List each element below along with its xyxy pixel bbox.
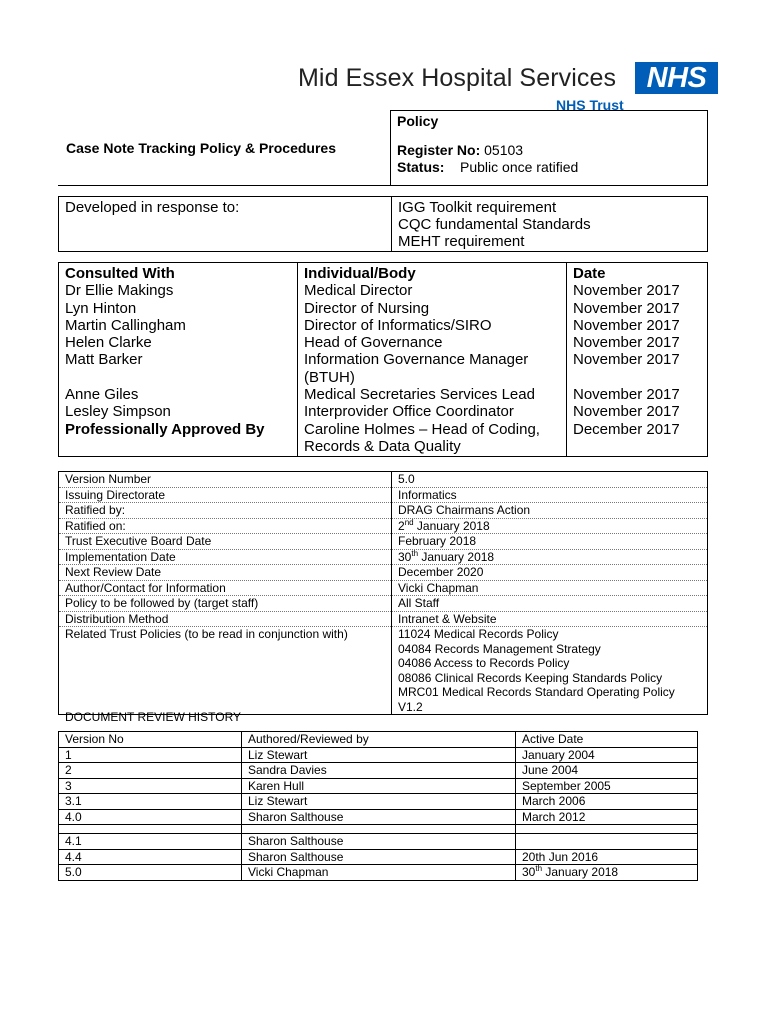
history-date: March 2006 xyxy=(516,794,698,810)
table-row xyxy=(59,472,708,488)
info-label: Ratified by: xyxy=(59,503,392,519)
info-value: Informatics xyxy=(392,487,708,503)
policy-label: Policy xyxy=(397,113,439,129)
consulted-name: Helen Clarke xyxy=(59,334,298,351)
info-label: Policy to be followed by (target staff) xyxy=(59,596,392,612)
related-policy: MRC01 Medical Records Standard Operating Policy xyxy=(398,685,675,699)
history-author: Liz Stewart xyxy=(242,794,516,810)
consulted-header-row xyxy=(59,263,708,283)
org-name: Mid Essex Hospital Services xyxy=(298,64,617,92)
info-value: Intranet & Website xyxy=(392,611,708,627)
info-label: Implementation Date xyxy=(59,549,392,565)
table-row xyxy=(59,317,708,334)
table-row xyxy=(59,763,698,779)
consulted-date: November 2017 xyxy=(567,300,708,317)
history-table xyxy=(58,731,698,881)
related-policy: V1.2 xyxy=(398,699,423,714)
consulted-date: November 2017 xyxy=(567,351,708,368)
table-row xyxy=(59,487,708,503)
history-header-row xyxy=(59,732,698,748)
table-row xyxy=(59,565,708,581)
history-date: January 2004 xyxy=(516,747,698,763)
consulted-date: December 2017 xyxy=(567,421,708,438)
consulted-name: Anne Giles xyxy=(59,386,298,403)
consulted-header: Consulted With xyxy=(59,263,298,283)
date-suffix: th xyxy=(535,864,543,873)
table-row xyxy=(59,549,708,565)
date-day: 30 xyxy=(522,865,536,879)
info-label: Trust Executive Board Date xyxy=(59,534,392,550)
info-value: Vicki Chapman xyxy=(392,580,708,596)
consulted-body: Information Governance Manager xyxy=(298,351,567,368)
table-row xyxy=(59,627,708,715)
info-label: Ratified on: xyxy=(59,518,392,534)
consulted-table xyxy=(58,262,708,457)
history-version: 4.0 xyxy=(59,809,242,825)
table-row xyxy=(59,849,698,865)
developed-item: MEHT requirement xyxy=(398,233,525,250)
history-header: Active Date xyxy=(516,732,698,748)
history-date: 20th Jun 2016 xyxy=(516,849,698,865)
related-policy: 04084 Records Management Strategy xyxy=(398,641,601,656)
info-value: DRAG Chairmans Action xyxy=(392,503,708,519)
info-label: Version Number xyxy=(59,472,392,488)
table-row xyxy=(59,403,708,420)
related-policy: 04086 Access to Records Policy xyxy=(398,656,570,670)
developed-item: IGG Toolkit requirement xyxy=(398,199,557,216)
history-author: Karen Hull xyxy=(242,778,516,794)
consulted-header: Date xyxy=(567,263,708,283)
consulted-name xyxy=(59,369,298,386)
consulted-body: Interprovider Office Coordinator xyxy=(298,403,567,420)
table-row xyxy=(59,369,708,386)
related-policies-label: Related Trust Policies (to be read in conjunction with) xyxy=(59,627,392,715)
table-row xyxy=(59,747,698,763)
related-policies-list xyxy=(392,627,708,715)
register-line xyxy=(397,142,707,159)
consulted-body: (BTUH) xyxy=(298,369,567,386)
consulted-date: November 2017 xyxy=(567,386,708,403)
consulted-date: November 2017 xyxy=(567,317,708,334)
nhs-logo: NHS xyxy=(635,62,718,94)
approved-by-label: Professionally Approved By xyxy=(59,421,298,438)
info-value: All Staff xyxy=(392,596,708,612)
history-version: 2 xyxy=(59,763,242,779)
status-label: Status: xyxy=(397,159,445,175)
date-day: 30 xyxy=(398,549,412,564)
history-version: 3 xyxy=(59,778,242,794)
consulted-date: November 2017 xyxy=(567,403,708,420)
info-value: 5.0 xyxy=(392,472,708,488)
table-row xyxy=(59,438,708,457)
status-line xyxy=(397,159,707,176)
table-row xyxy=(59,794,698,810)
history-version: 1 xyxy=(59,747,242,763)
history-version: 4.1 xyxy=(59,834,242,850)
history-version: 5.0 xyxy=(59,865,242,881)
consulted-date xyxy=(567,369,708,386)
history-author: Vicki Chapman xyxy=(242,865,516,881)
history-author: Sandra Davies xyxy=(242,763,516,779)
info-label: Next Review Date xyxy=(59,565,392,581)
history-author: Sharon Salthouse xyxy=(242,809,516,825)
consulted-name: Lesley Simpson xyxy=(59,403,298,420)
date-day: 2 xyxy=(398,518,405,533)
document-review-history-heading: DOCUMENT REVIEW HISTORY xyxy=(65,710,242,724)
date-rest: January 2018 xyxy=(413,518,490,533)
consulted-date: November 2017 xyxy=(567,282,708,299)
consulted-body: Caroline Holmes – Head of Coding, xyxy=(298,421,567,438)
consulted-name: Dr Ellie Makings xyxy=(59,282,298,299)
table-row xyxy=(59,809,698,825)
consulted-name: Lyn Hinton xyxy=(59,300,298,317)
consulted-name: Matt Barker xyxy=(59,351,298,368)
history-author: Liz Stewart xyxy=(242,747,516,763)
info-value xyxy=(392,518,708,534)
title-cell xyxy=(58,111,391,186)
status-value: Public once ratified xyxy=(460,159,579,175)
developed-item: CQC fundamental Standards xyxy=(398,216,591,233)
table-row xyxy=(59,351,708,368)
title-table xyxy=(58,110,708,186)
consulted-body: Director of Informatics/SIRO xyxy=(298,317,567,334)
table-row xyxy=(59,834,698,850)
developed-table xyxy=(58,196,708,252)
consulted-date xyxy=(567,438,708,457)
history-author: Sharon Salthouse xyxy=(242,849,516,865)
info-label: Author/Contact for Information xyxy=(59,580,392,596)
table-row xyxy=(59,386,708,403)
date-suffix: nd xyxy=(404,517,414,527)
info-value: December 2020 xyxy=(392,565,708,581)
history-version: 4.4 xyxy=(59,849,242,865)
table-row xyxy=(59,421,708,438)
history-author: Sharon Salthouse xyxy=(242,834,516,850)
developed-label: Developed in response to: xyxy=(59,197,392,252)
table-row xyxy=(59,865,698,881)
document-title: Case Note Tracking Policy & Procedures xyxy=(66,139,336,156)
trust-name: NHS Trust xyxy=(556,97,624,113)
history-date: September 2005 xyxy=(516,778,698,794)
table-row xyxy=(59,300,708,317)
history-header: Version No xyxy=(59,732,242,748)
table-row xyxy=(59,282,708,299)
history-header: Authored/Reviewed by xyxy=(242,732,516,748)
consulted-body: Director of Nursing xyxy=(298,300,567,317)
policy-cell xyxy=(391,111,708,186)
info-label: Distribution Method xyxy=(59,611,392,627)
history-date xyxy=(516,865,698,881)
consulted-header: Individual/Body xyxy=(298,263,567,283)
table-row xyxy=(59,580,708,596)
consulted-date: November 2017 xyxy=(567,334,708,351)
developed-items xyxy=(392,197,708,252)
table-row xyxy=(59,778,698,794)
date-rest: January 2018 xyxy=(542,865,619,879)
register-label: Register No: xyxy=(397,142,481,158)
info-value xyxy=(392,549,708,565)
consulted-body: Medical Secretaries Services Lead xyxy=(298,386,567,403)
table-row xyxy=(59,334,708,351)
history-date: June 2004 xyxy=(516,763,698,779)
register-value: 05103 xyxy=(484,142,524,158)
table-row xyxy=(59,534,708,550)
history-date xyxy=(516,834,698,850)
history-version: 3.1 xyxy=(59,794,242,810)
table-row xyxy=(59,611,708,627)
history-date: March 2012 xyxy=(516,809,698,825)
consulted-body: Records & Data Quality xyxy=(298,438,567,457)
info-value: February 2018 xyxy=(392,534,708,550)
table-row xyxy=(59,503,708,519)
consulted-body: Head of Governance xyxy=(298,334,567,351)
related-policy: 11024 Medical Records Policy xyxy=(398,627,559,641)
consulted-body: Medical Director xyxy=(298,282,567,299)
date-rest: January 2018 xyxy=(418,549,495,564)
table-row xyxy=(59,518,708,534)
consulted-name: Martin Callingham xyxy=(59,317,298,334)
date-suffix: th xyxy=(411,548,419,558)
table-spacer-row xyxy=(59,825,698,834)
table-row xyxy=(59,596,708,612)
consulted-name xyxy=(59,438,298,457)
info-table xyxy=(58,471,708,715)
related-policy: 08086 Clinical Records Keeping Standards Policy xyxy=(398,670,663,685)
info-label: Issuing Directorate xyxy=(59,487,392,503)
